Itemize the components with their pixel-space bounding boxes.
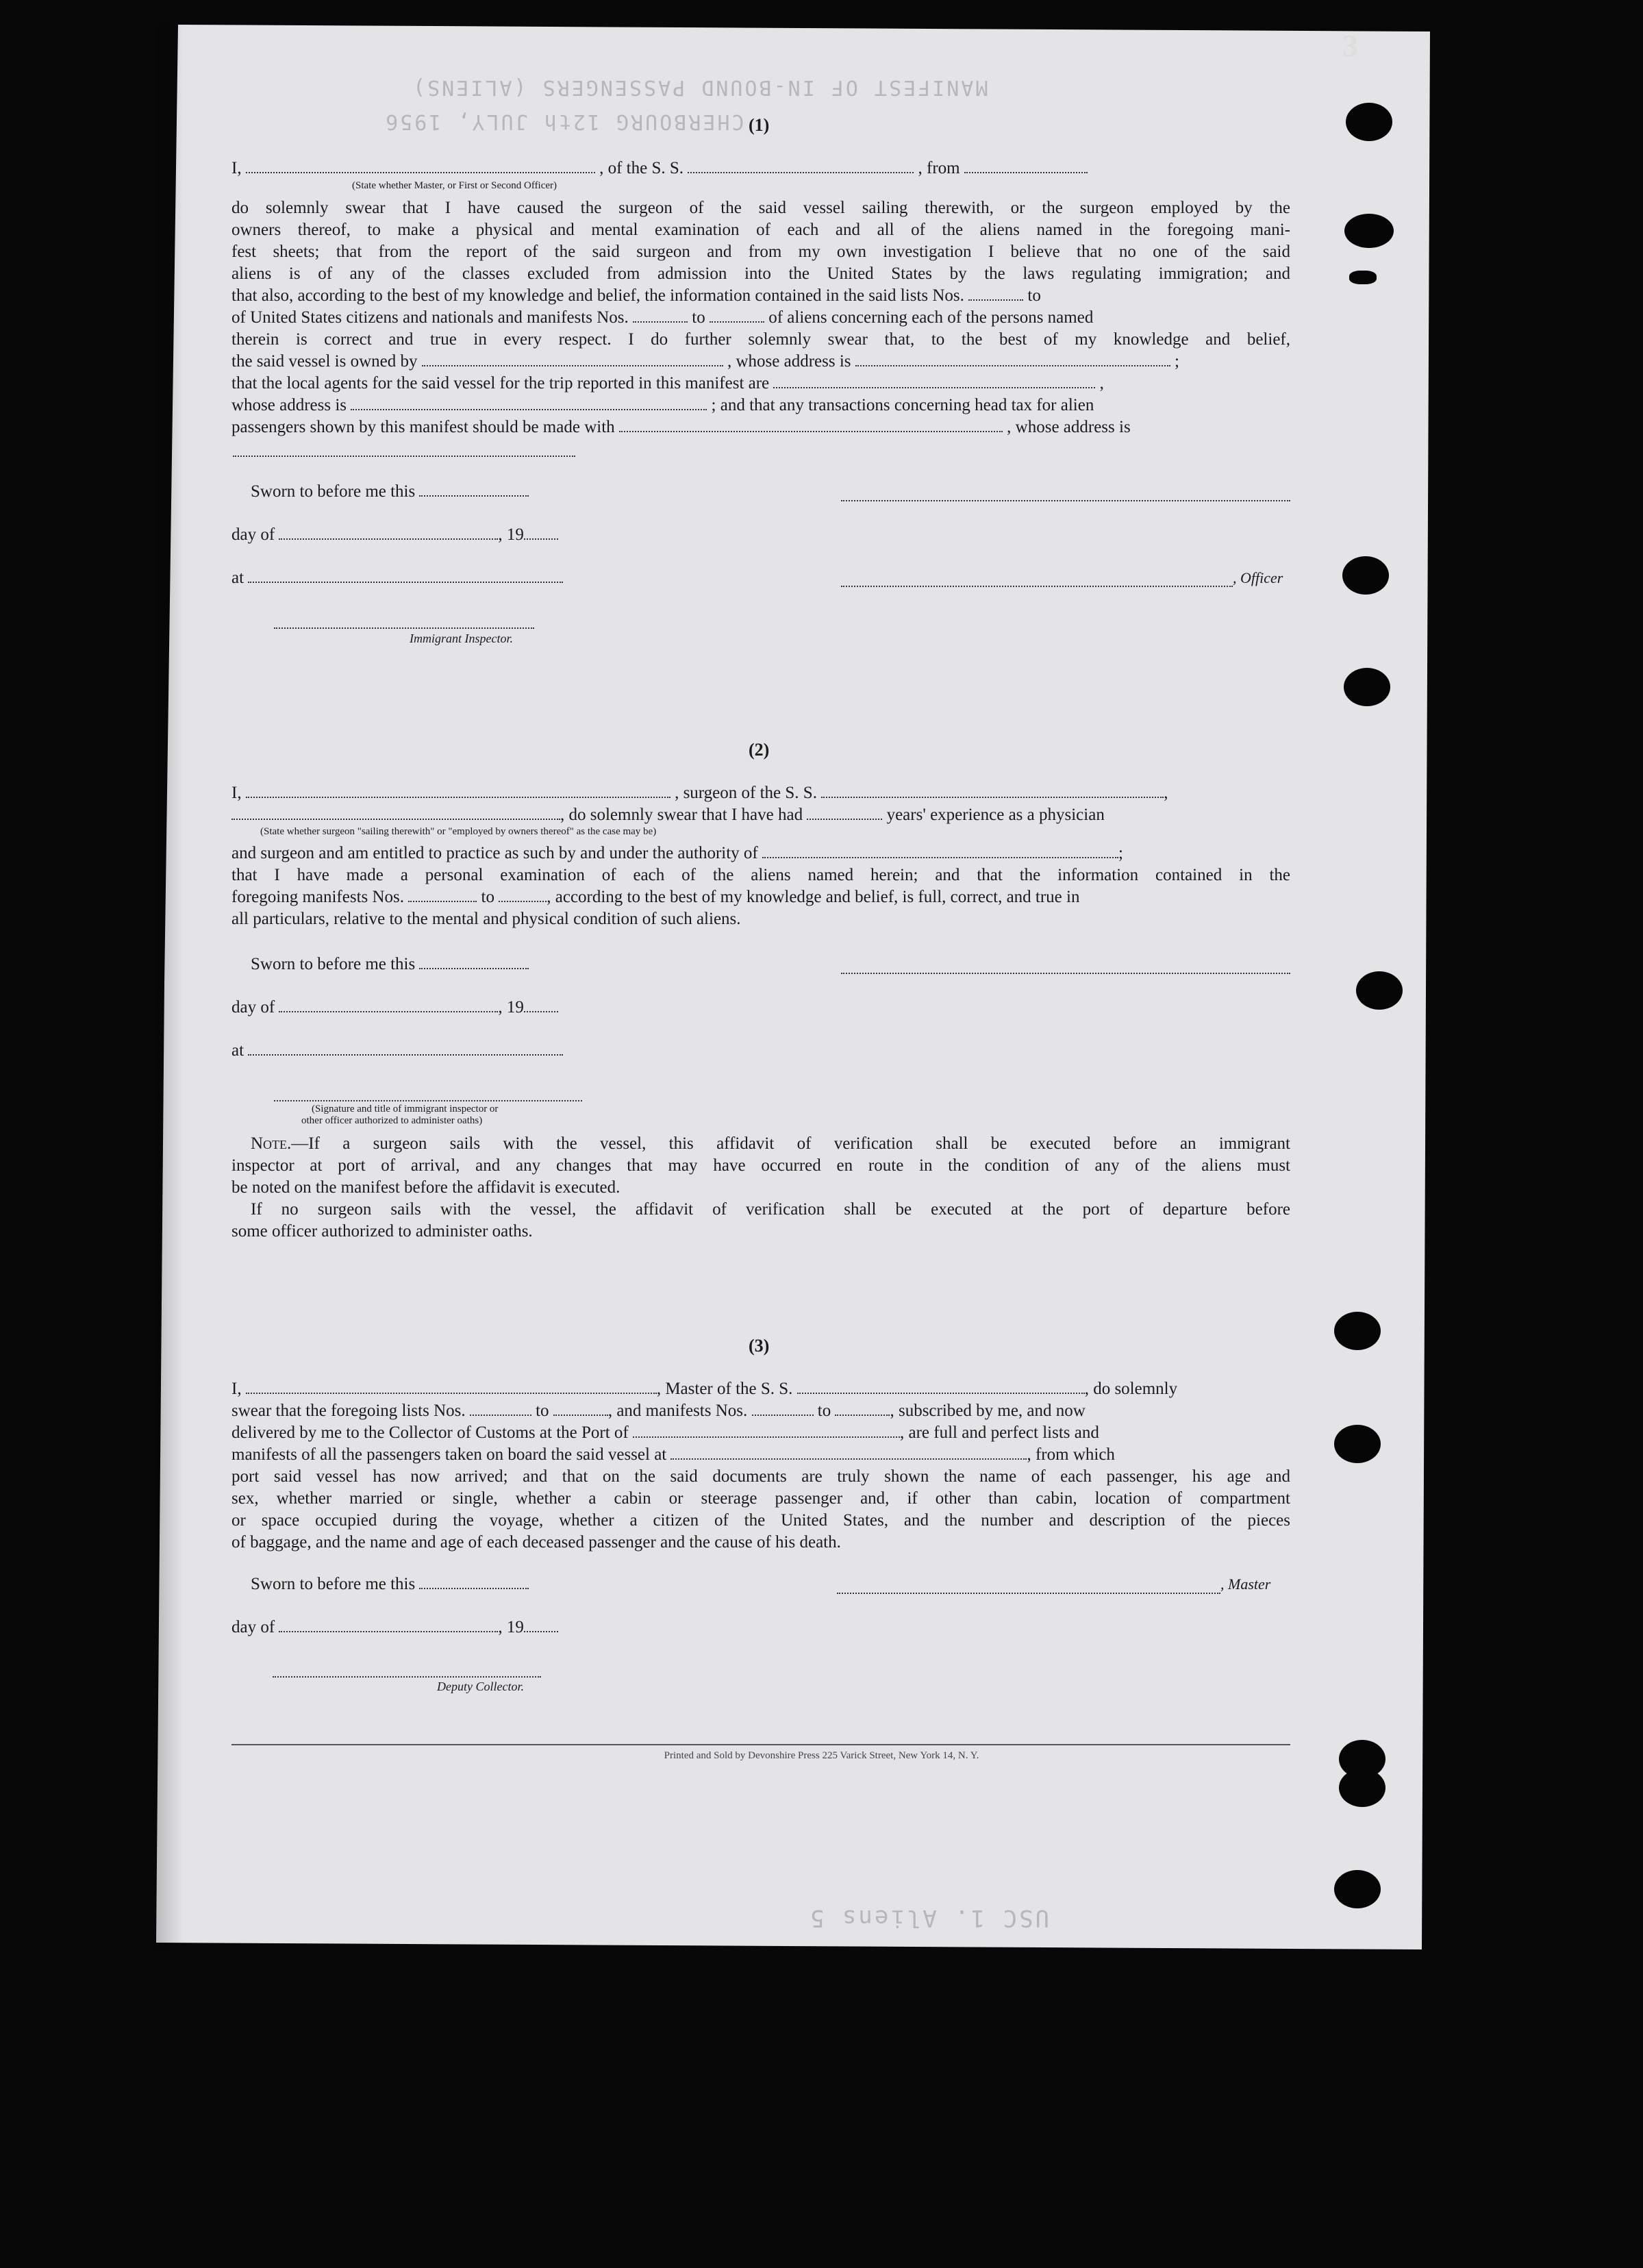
manifests-to-field[interactable] bbox=[710, 309, 764, 323]
customs-port-field[interactable] bbox=[633, 1424, 900, 1438]
owner-address-field[interactable] bbox=[855, 353, 1170, 366]
text: to bbox=[692, 308, 705, 327]
text: whose address is bbox=[231, 396, 347, 414]
printer-footer: Printed and Sold by Devonshire Press 225 Varick Street, New York 14, N. Y. bbox=[664, 1750, 979, 1761]
text: , bbox=[1099, 374, 1104, 392]
sec3-day-label: day of , 19 bbox=[231, 1617, 558, 1638]
binder-hole bbox=[1356, 971, 1403, 1010]
vessel-name-field[interactable] bbox=[688, 160, 914, 173]
head-tax-address-field[interactable] bbox=[233, 454, 575, 457]
text: I, bbox=[231, 159, 242, 177]
binder-hole bbox=[1334, 1870, 1381, 1908]
sec1-day-label: day of , 19 bbox=[231, 524, 558, 546]
sec1-para-line: do solemnly swear that I have caused the surgeon of the said vessel sailing therewith, or the surgeon employed by the bbox=[231, 199, 1290, 217]
binder-hole bbox=[1334, 1312, 1381, 1350]
text: , from bbox=[918, 159, 960, 177]
sec2-vessel-field[interactable] bbox=[821, 784, 1164, 798]
sec2-para-line: that I have made a personal examination of each of the aliens named herein; and that the information contained in the bbox=[231, 866, 1290, 884]
owner-field[interactable] bbox=[422, 353, 723, 366]
sec3-master-label: , Master bbox=[1220, 1575, 1271, 1593]
years-experience-field[interactable] bbox=[807, 806, 882, 820]
sec3-lists-to-field[interactable] bbox=[553, 1402, 608, 1416]
section-1-heading: (1) bbox=[749, 115, 770, 135]
practice-authority-field[interactable] bbox=[762, 845, 1118, 858]
sec2-note-line: inspector at port of arrival, and any changes that may have occurred en route in the condition of any of the aliens must bbox=[231, 1156, 1290, 1175]
section-3-heading: (3) bbox=[749, 1336, 770, 1356]
sec1-inspector-signature[interactable] bbox=[274, 626, 534, 629]
sec3-vessel-field[interactable] bbox=[797, 1380, 1085, 1394]
surgeon-name-field[interactable] bbox=[246, 784, 670, 798]
text: of United States citizens and nationals and manifests Nos. bbox=[231, 308, 629, 327]
sec3-line-1: I, , Master of the S. S. , do solemnly bbox=[231, 1380, 1178, 1398]
footer-rule bbox=[231, 1744, 1290, 1745]
text: ; bbox=[1175, 352, 1179, 371]
sec1-para-line: aliens is of any of the classes excluded from admission into the United States by the laws regulating immigration; and bbox=[231, 264, 1290, 283]
sec1-para-line: fest sheets; that from the report of the said surgeon and from my own investigation I believe that no one of the said bbox=[231, 242, 1290, 261]
binder-hole bbox=[1339, 1769, 1385, 1807]
sec2-caption-1: (Signature and title of immigrant inspector or bbox=[312, 1104, 499, 1114]
sec3-line-4: manifests of all the passengers taken on board the said vessel at , from which bbox=[231, 1445, 1115, 1464]
sec1-para-line: therein is correct and true in every respect. I do further solemnly swear that, to the best of my knowledge and belief, bbox=[231, 330, 1290, 349]
sec2-line-5: foregoing manifests Nos. to , according to the best of my knowledge and belief, is full, correct, and true in bbox=[231, 888, 1080, 906]
sec1-para-line bbox=[231, 373, 1290, 395]
sec1-officer-signature[interactable] bbox=[841, 584, 1233, 587]
sec3-master-signature[interactable] bbox=[837, 1591, 1220, 1594]
sec1-para-line bbox=[231, 395, 1290, 416]
text: , whose address is bbox=[1007, 418, 1131, 436]
sec2-line-1: I, , surgeon of the S. S. , bbox=[231, 784, 1168, 802]
sec2-note-line: some officer authorized to administer oaths. bbox=[231, 1222, 533, 1241]
bleed-through-subheader: CHERBOURG 12th JULY, 1956 bbox=[384, 110, 744, 134]
local-agents-field[interactable] bbox=[773, 375, 1095, 388]
text: , of the S. S. bbox=[599, 159, 684, 177]
binder-hole bbox=[1349, 271, 1377, 284]
sec2-note-line: be noted on the manifest before the affidavit is executed. bbox=[231, 1178, 620, 1197]
sec2-inspector-signature[interactable] bbox=[274, 1099, 582, 1101]
sec1-para-line bbox=[231, 307, 1290, 329]
sec3-manifests-to-field[interactable] bbox=[835, 1402, 890, 1416]
agents-address-field[interactable] bbox=[351, 397, 707, 410]
text: ; and that any transactions concerning head tax for alien bbox=[711, 396, 1094, 414]
sec1-line-1 bbox=[231, 158, 1290, 179]
sec3-manifests-from-field[interactable] bbox=[752, 1402, 814, 1416]
sec1-para-line bbox=[231, 285, 1290, 307]
text: , whose address is bbox=[727, 352, 851, 371]
sec3-master-name-field[interactable] bbox=[246, 1380, 657, 1394]
text: that the local agents for the said vessel for the trip reported in this manifest are bbox=[231, 374, 770, 392]
head-tax-party-field[interactable] bbox=[619, 419, 1003, 432]
bleed-through-footer: USC 1. Aliens 5 bbox=[808, 1904, 1050, 1932]
sec3-para-line: or space occupied during the voyage, whether a citizen of the United States, and the number and description of the pieces bbox=[231, 1511, 1290, 1530]
binder-hole bbox=[1346, 103, 1392, 141]
lists-from-field[interactable] bbox=[968, 287, 1023, 301]
text: passengers shown by this manifest should be made with bbox=[231, 418, 615, 436]
sec1-para-line: owners thereof, to make a physical and mental examination of each and all of the aliens named in the foregoing mani- bbox=[231, 221, 1290, 239]
sec3-para-line: of baggage, and the name and age of each deceased passenger and the cause of his death. bbox=[231, 1533, 841, 1552]
sec1-inspector-caption: Immigrant Inspector. bbox=[410, 632, 513, 645]
binder-hole bbox=[1342, 556, 1389, 595]
text: the said vessel is owned by bbox=[231, 352, 418, 371]
sec2-note-line: If no surgeon sails with the vessel, the affidavit of verification shall be executed at the port of departure before bbox=[251, 1200, 1290, 1219]
binder-hole bbox=[1334, 1425, 1381, 1463]
sec3-para-line: port said vessel has now arrived; and that on the said documents are truly shown the name of each passenger, his age and bbox=[231, 1467, 1290, 1486]
sec1-sworn-label: Sworn to before me this bbox=[251, 481, 529, 503]
sec1-master-sublabel: (State whether Master, or First or Second Officer) bbox=[352, 180, 557, 191]
binder-hole bbox=[1344, 214, 1394, 248]
sec3-collector-caption: Deputy Collector. bbox=[437, 1680, 524, 1693]
sec1-at-label: at bbox=[231, 567, 563, 589]
section-2-heading: (2) bbox=[749, 740, 770, 760]
departure-port-field[interactable] bbox=[964, 160, 1088, 173]
sec2-line-2: , do solemnly swear that I have had years' experience as a physician bbox=[231, 804, 1290, 826]
surgeon-status-field[interactable] bbox=[231, 806, 560, 820]
sec3-sworn-label: Sworn to before me this bbox=[251, 1573, 529, 1595]
sec2-caption-2: other officer authorized to administer oaths) bbox=[301, 1115, 483, 1126]
sec2-line-3: and surgeon and am entitled to practice as such by and under the authority of ; bbox=[231, 844, 1123, 862]
embarkation-port-field[interactable] bbox=[670, 1446, 1027, 1460]
master-name-field[interactable] bbox=[246, 160, 595, 173]
text: of aliens concerning each of the persons named bbox=[768, 308, 1094, 327]
sec1-deponent-signature[interactable] bbox=[841, 499, 1290, 501]
sec3-line-3: delivered by me to the Collector of Customs at the Port of , are full and perfect lists and bbox=[231, 1423, 1099, 1442]
sec2-at-label: at bbox=[231, 1040, 563, 1062]
binder-hole bbox=[1344, 668, 1390, 706]
sec1-para-line bbox=[231, 351, 1290, 373]
sec3-para-line: sex, whether married or single, whether a cabin or steerage passenger and, if other than cabin, location of compartment bbox=[231, 1489, 1290, 1508]
page-edge-shadow bbox=[156, 25, 184, 1949]
sec3-lists-from-field[interactable] bbox=[470, 1402, 531, 1416]
manifests-from-field[interactable] bbox=[633, 309, 688, 323]
sec2-manifests-to-field[interactable] bbox=[499, 888, 547, 902]
sec1-para-line bbox=[231, 416, 1290, 438]
sec2-manifests-from-field[interactable] bbox=[408, 888, 477, 902]
sec3-collector-signature[interactable] bbox=[273, 1675, 541, 1678]
corner-page-mark: 3 bbox=[1342, 28, 1358, 63]
bleed-through-header: MANIFEST OF IN-BOUND PASSENGERS (ALIENS) bbox=[411, 75, 988, 99]
sec2-day-label: day of , 19 bbox=[231, 997, 558, 1019]
sec1-officer-label: , Officer bbox=[1233, 569, 1283, 586]
sec2-sworn-label: Sworn to before me this bbox=[251, 954, 529, 975]
sec3-line-2: swear that the foregoing lists Nos. to , and manifests Nos. to , subscribed by me, and now bbox=[231, 1401, 1086, 1420]
sec2-surgeon-signature[interactable] bbox=[841, 971, 1290, 974]
text: that also, according to the best of my knowledge and belief, the information contained in the said lists Nos. bbox=[231, 286, 964, 305]
text: to bbox=[1027, 286, 1041, 305]
sec2-surgeon-sublabel: (State whether surgeon "sailing therewith" or "employed by owners thereof" as the case may be) bbox=[260, 826, 657, 837]
sec2-para-line: all particulars, relative to the mental and physical condition of such aliens. bbox=[231, 910, 741, 928]
sec2-note-line: Note.—If a surgeon sails with the vessel, this affidavit of verification shall be executed before an immigrant bbox=[251, 1134, 1290, 1153]
